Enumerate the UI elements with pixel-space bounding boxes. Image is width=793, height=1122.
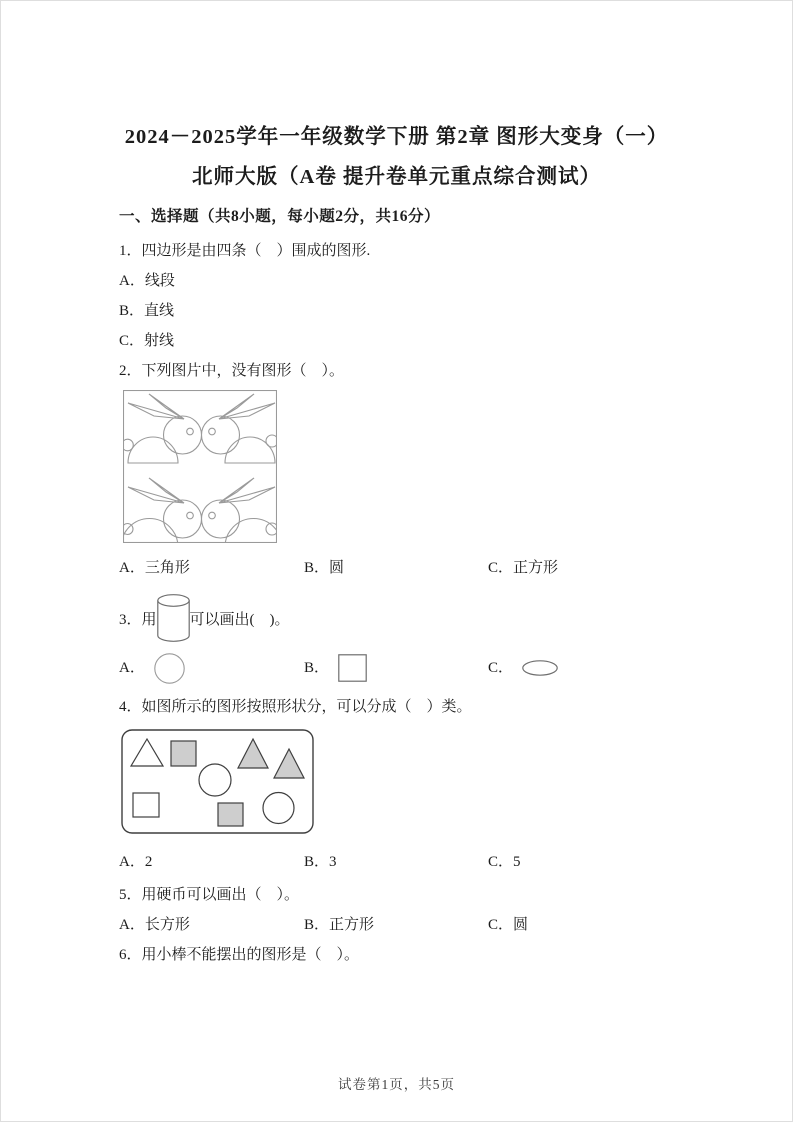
question-5-option-a: A．长方形 bbox=[119, 917, 190, 933]
question-2-option-a: A．三角形 bbox=[119, 560, 190, 576]
question-3-option-b bbox=[304, 651, 367, 685]
question-2-option-b: B．圆 bbox=[304, 560, 345, 576]
white-square bbox=[133, 793, 159, 817]
option-letter: A． bbox=[119, 660, 145, 676]
question-1-option-b: B．直线 bbox=[119, 303, 175, 319]
cylinder-figure bbox=[157, 594, 190, 642]
paper-title-line-2: 北师大版（A卷 提升卷单元重点综合测试） bbox=[192, 166, 601, 188]
question-4-option-c: C．5 bbox=[488, 854, 521, 870]
question-3-text-after: 可以画出( )。 bbox=[189, 611, 290, 628]
question-2-options bbox=[1, 558, 792, 578]
gray-square bbox=[171, 741, 196, 766]
question-2-option-c: C．正方形 bbox=[488, 560, 559, 576]
question-4-options bbox=[1, 852, 792, 872]
page-footer: 试卷第1页，共5页 bbox=[338, 1077, 455, 1092]
question-3-text-before: 3．用 bbox=[119, 611, 157, 628]
option-letter: B． bbox=[304, 660, 330, 676]
question-6-text: 6．用小棒不能摆出的图形是（ ）。 bbox=[119, 947, 360, 963]
question-2-figure-insects bbox=[123, 390, 277, 543]
gray-triangle bbox=[238, 739, 268, 768]
question-5-option-c: C．圆 bbox=[488, 917, 529, 933]
insect-top bbox=[123, 394, 277, 463]
gray-triangle bbox=[274, 749, 304, 778]
insect-bottom bbox=[123, 478, 277, 543]
question-1-option-c: C．射线 bbox=[119, 333, 175, 349]
question-3-options bbox=[1, 651, 792, 685]
white-triangle bbox=[131, 739, 163, 766]
question-4-text: 4．如图所示的图形按照形状分，可以分成（ ）类。 bbox=[119, 699, 472, 715]
paper-title-line-1: 2024－2025学年一年级数学下册 第2章 图形大变身（一） bbox=[124, 126, 669, 148]
white-circle bbox=[263, 793, 294, 824]
question-3-option-a bbox=[119, 651, 185, 685]
square-option-figure bbox=[338, 654, 367, 682]
question-4-option-b: B．3 bbox=[304, 854, 337, 870]
question-3-option-c bbox=[488, 651, 558, 685]
gray-square bbox=[218, 803, 243, 826]
ellipse-option-figure bbox=[522, 660, 558, 676]
question-3-text bbox=[119, 593, 290, 643]
question-4-option-a: A．2 bbox=[119, 854, 153, 870]
white-circle bbox=[199, 764, 231, 796]
question-2-text: 2．下列图片中，没有图形（ ）。 bbox=[119, 363, 345, 379]
circle-option-figure bbox=[154, 653, 185, 684]
section-heading: 一、选择题（共8小题，每小题2分，共16分） bbox=[119, 208, 441, 225]
question-5-option-b: B．正方形 bbox=[304, 917, 375, 933]
question-4-figure-shape-panel bbox=[121, 729, 314, 834]
question-1-option-a: A．线段 bbox=[119, 273, 175, 289]
option-letter: C． bbox=[488, 660, 514, 676]
question-1-text: 1．四边形是由四条（ ）围成的图形. bbox=[119, 243, 371, 259]
question-5-options bbox=[1, 915, 792, 935]
question-5-text: 5．用硬币可以画出（ ）。 bbox=[119, 887, 300, 903]
